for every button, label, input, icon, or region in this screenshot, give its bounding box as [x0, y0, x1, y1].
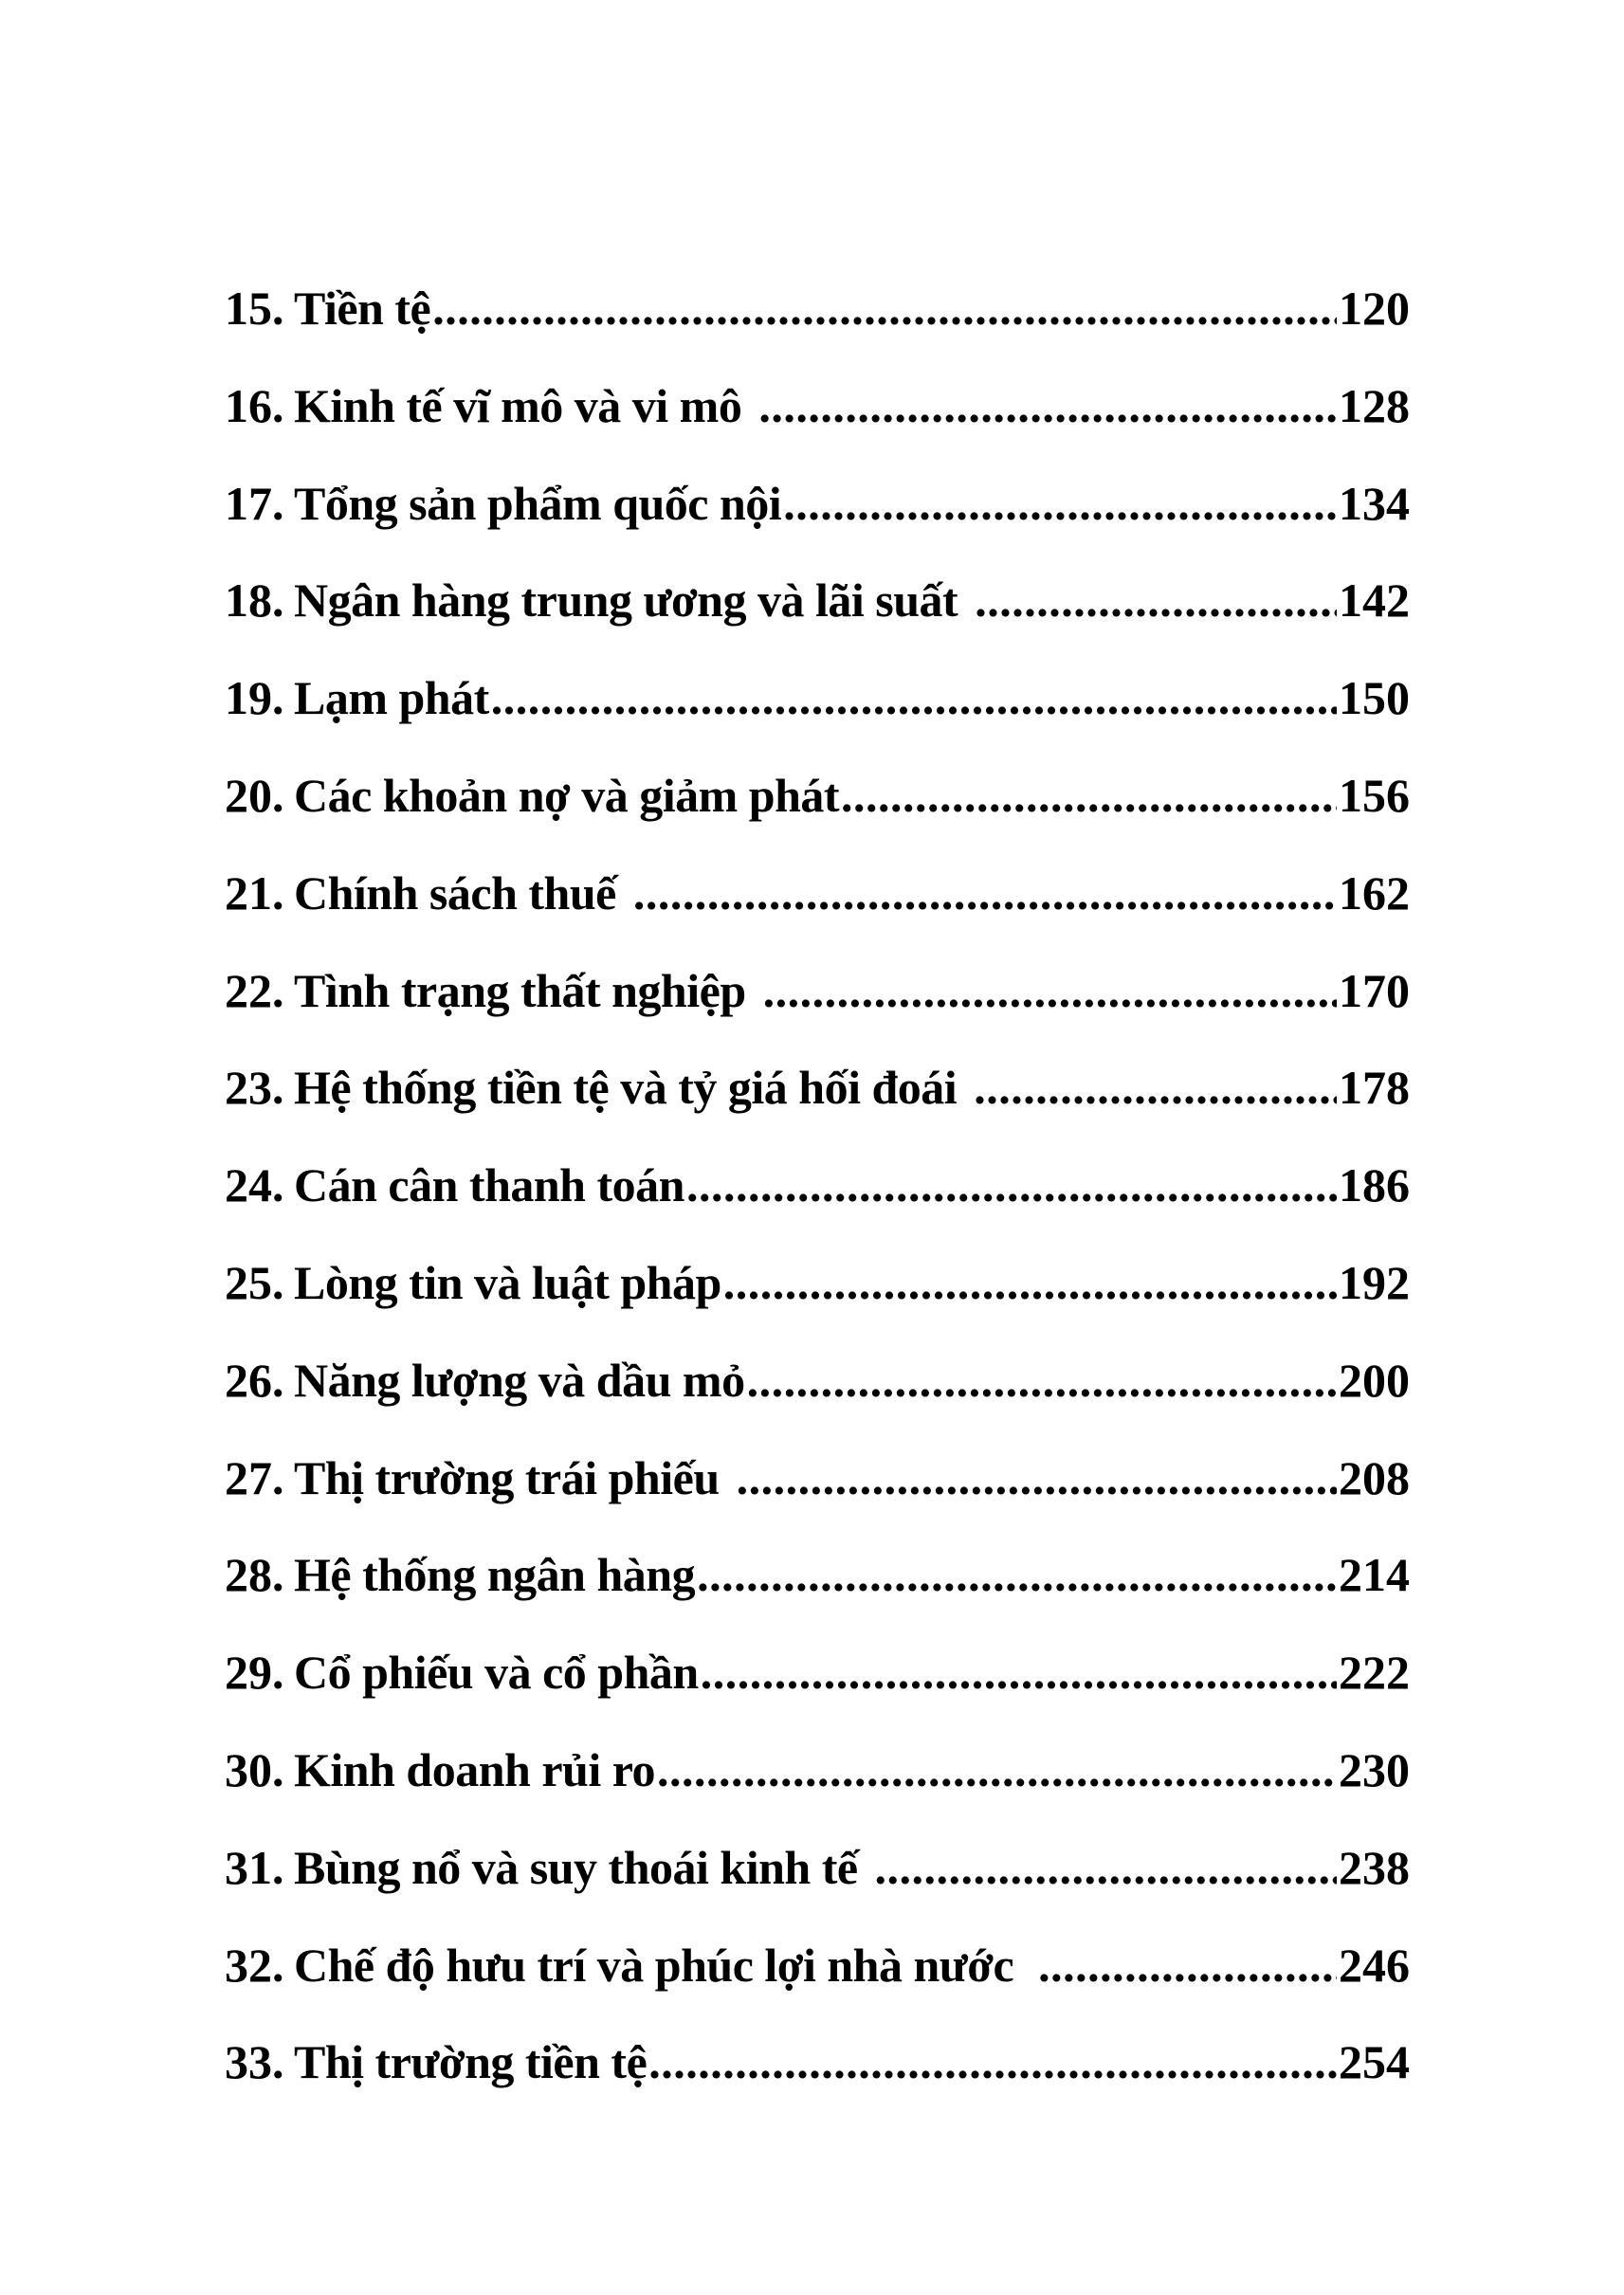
dot-leader: [657, 1746, 1337, 1794]
toc-entry[interactable]: [225, 768, 1410, 869]
toc-entry-number: 27.: [225, 1450, 284, 1504]
toc-entry[interactable]: [225, 1938, 1410, 2039]
toc-entry[interactable]: [225, 476, 1410, 577]
toc-entry[interactable]: [225, 1548, 1410, 1648]
toc-entry-page: 222: [1339, 1646, 1410, 1700]
toc-entry-number: 24.: [225, 1158, 284, 1212]
toc-entry-title: Cổ phiếu và cổ phần: [294, 1646, 699, 1700]
toc-entry-title: Cán cân thanh toán: [294, 1158, 684, 1212]
dot-leader: [758, 382, 1337, 429]
toc-entry-title: Tiền tệ: [294, 282, 431, 335]
dot-leader: [701, 1648, 1337, 1696]
dot-leader: [686, 1161, 1337, 1209]
toc-entry[interactable]: [225, 1742, 1410, 1844]
toc-entry-page: 134: [1339, 476, 1410, 530]
dot-leader: [974, 1064, 1337, 1111]
toc-entry[interactable]: [225, 1648, 1410, 1746]
toc-entry-title: Kinh doanh rủi ro: [294, 1742, 656, 1796]
dot-leader: [975, 576, 1337, 624]
toc-entry-title: Thị trường trái phiếu: [294, 1450, 720, 1504]
dot-leader: [697, 1551, 1337, 1598]
dot-leader: [1038, 1941, 1337, 1989]
toc-entry[interactable]: [225, 576, 1410, 674]
toc-entry-title: Bùng nổ và suy thoái kinh tế: [294, 1840, 858, 1894]
toc-entry-title: Hệ thống ngân hàng: [294, 1548, 696, 1602]
toc-entry-title: Năng lượng và dầu mỏ: [294, 1353, 745, 1407]
toc-entry-number: 31.: [225, 1840, 284, 1894]
toc-entry-page: 246: [1339, 1938, 1410, 1992]
toc-entry[interactable]: [225, 378, 1410, 480]
toc-entry-title: Kinh tế vĩ mô và vi mô: [294, 378, 742, 432]
dot-leader: [841, 772, 1337, 819]
toc-entry-page: 150: [1339, 671, 1410, 725]
toc-entry-page: 238: [1339, 1840, 1410, 1894]
toc-entry-page: 214: [1339, 1548, 1410, 1602]
dot-leader: [491, 674, 1337, 721]
toc-entry[interactable]: [225, 1158, 1410, 1259]
toc-entry-title: Ngân hàng trung ương và lãi suất: [294, 574, 958, 628]
table-of-contents: [225, 284, 1410, 2136]
toc-entry-title: Chế độ hưu trí và phúc lợi nhà nước: [294, 1938, 1014, 1992]
toc-entry-number: 20.: [225, 768, 284, 822]
toc-entry-title: Lạm phát: [294, 671, 489, 725]
toc-entry-title: Hệ thống tiền tệ và tỷ giá hối đoái: [294, 1061, 958, 1115]
toc-entry[interactable]: [225, 284, 1410, 382]
dot-leader: [763, 967, 1337, 1014]
toc-entry-number: 29.: [225, 1646, 284, 1700]
toc-entry[interactable]: [225, 1061, 1410, 1161]
toc-entry[interactable]: [225, 671, 1410, 772]
toc-entry[interactable]: [225, 1255, 1410, 1357]
toc-entry[interactable]: [225, 1450, 1410, 1552]
dot-leader: [737, 1454, 1337, 1502]
dot-leader: [875, 1844, 1337, 1891]
dot-leader: [633, 869, 1337, 917]
toc-entry-page: 170: [1339, 963, 1410, 1017]
toc-entry-number: 22.: [225, 963, 284, 1017]
toc-entry-number: 23.: [225, 1061, 284, 1115]
dot-leader: [432, 284, 1337, 332]
toc-entry-title: Chính sách thuế: [294, 865, 616, 920]
toc-entry-page: 254: [1339, 2035, 1410, 2089]
toc-entry-number: 30.: [225, 1742, 284, 1796]
dot-leader: [723, 1259, 1337, 1306]
toc-entry[interactable]: [225, 1840, 1410, 1941]
toc-entry-number: 32.: [225, 1938, 284, 1992]
toc-entry-page: 178: [1339, 1061, 1410, 1115]
toc-entry-page: 162: [1339, 865, 1410, 920]
toc-entry-page: 186: [1339, 1158, 1410, 1212]
toc-entry[interactable]: [225, 2035, 1410, 2136]
toc-entry[interactable]: [225, 1353, 1410, 1454]
toc-entry[interactable]: [225, 963, 1410, 1065]
toc-entry-title: Thị trường tiền tệ: [294, 2035, 648, 2089]
toc-entry-title: Tổng sản phẩm quốc nội: [294, 476, 782, 530]
toc-entry-number: 18.: [225, 574, 284, 628]
toc-entry-number: 17.: [225, 476, 284, 530]
dot-leader: [747, 1357, 1337, 1404]
toc-entry-title: Tình trạng thất nghiệp: [294, 963, 746, 1017]
toc-entry-title: Các khoản nợ và giảm phát: [294, 768, 840, 822]
toc-entry-number: 33.: [225, 2035, 284, 2089]
toc-entry-page: 156: [1339, 768, 1410, 822]
toc-entry-page: 200: [1339, 1353, 1410, 1407]
toc-entry-number: 28.: [225, 1548, 284, 1602]
toc-entry-number: 19.: [225, 671, 284, 725]
toc-entry-page: 120: [1339, 282, 1410, 335]
dot-leader: [648, 2038, 1337, 2086]
toc-entry-title: Lòng tin và luật pháp: [294, 1255, 721, 1309]
toc-entry-page: 142: [1339, 574, 1410, 628]
toc-entry-page: 192: [1339, 1255, 1410, 1309]
dot-leader: [783, 480, 1337, 527]
toc-entry-number: 25.: [225, 1255, 284, 1309]
toc-entry-number: 15.: [225, 282, 284, 335]
toc-entry-number: 26.: [225, 1353, 284, 1407]
toc-entry-page: 230: [1339, 1742, 1410, 1796]
toc-entry-number: 21.: [225, 865, 284, 920]
toc-entry-page: 128: [1339, 378, 1410, 432]
toc-entry-page: 208: [1339, 1450, 1410, 1504]
toc-entry[interactable]: [225, 865, 1410, 967]
toc-entry-number: 16.: [225, 378, 284, 432]
